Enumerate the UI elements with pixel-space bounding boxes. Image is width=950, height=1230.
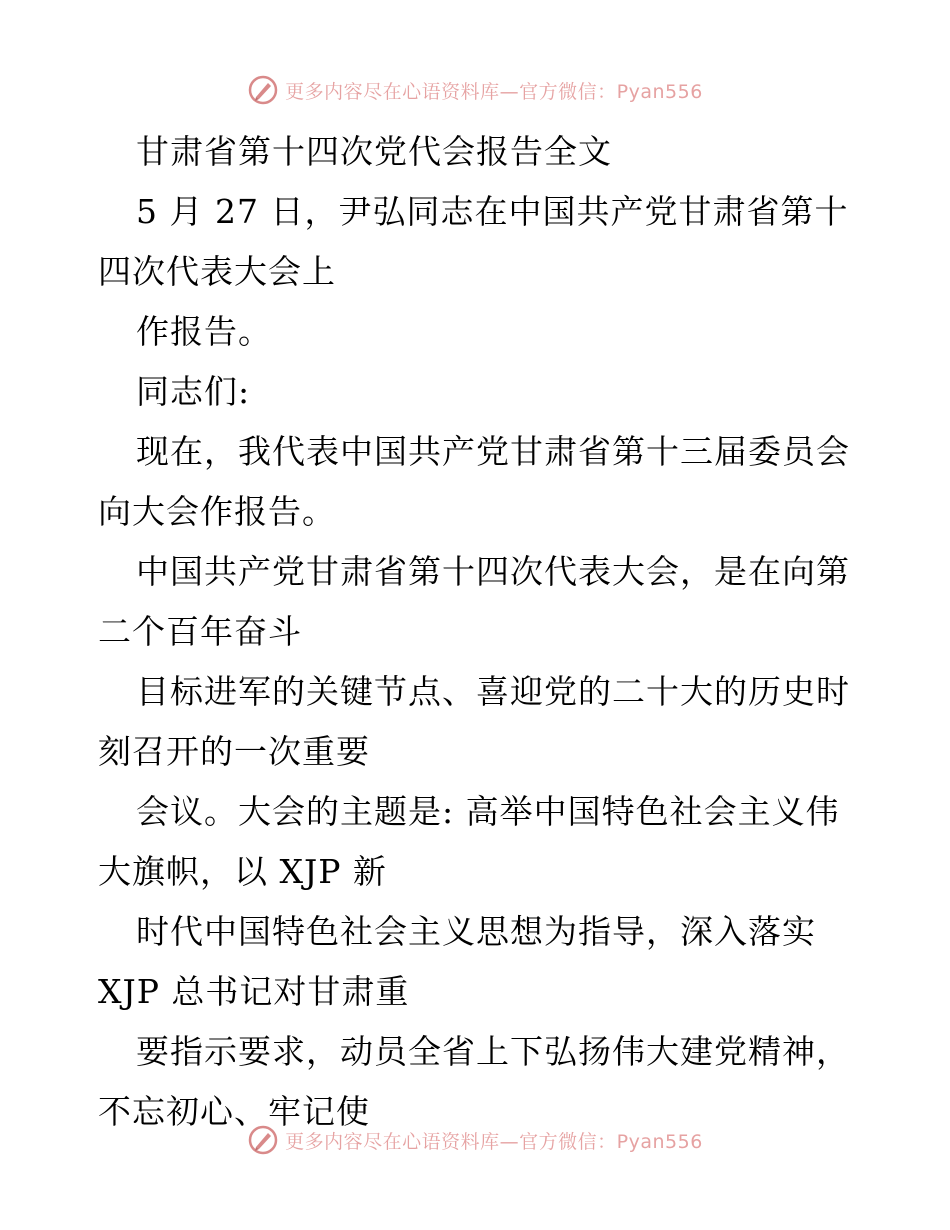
paragraph-line: 不忘初心、牢记使	[98, 1092, 370, 1131]
document-body	[98, 122, 858, 1142]
paragraph-line: 作报告。	[136, 312, 272, 351]
footer-watermark-text: 更多内容尽在心语资料库—官方微信：Pyan556	[285, 1130, 703, 1153]
paragraph-line: 二个百年奋斗	[98, 612, 302, 651]
paragraph-line: 现在，我代表中国共产党甘肃省第十三届委员会	[136, 432, 850, 471]
paragraph-line: 要指示要求，动员全省上下弘扬伟大建党精神，	[136, 1032, 850, 1071]
paragraph-line: 甘肃省第十四次党代会报告全文	[136, 132, 612, 171]
paragraph-line: 大旗帜，以 XJP 新	[98, 852, 387, 891]
paragraph-line: 向大会作报告。	[98, 492, 336, 531]
header-watermark	[0, 70, 950, 110]
footer-watermark	[0, 1120, 950, 1160]
paragraph-line: 会议。大会的主题是: 高举中国特色社会主义伟	[136, 792, 840, 831]
paragraph-line: XJP 总书记对甘肃重	[98, 972, 410, 1011]
header-watermark-text: 更多内容尽在心语资料库—官方微信：Pyan556	[285, 80, 703, 103]
paragraph-line: 目标进军的关键节点、喜迎党的二十大的历史时	[136, 672, 850, 711]
paragraph-line: 时代中国特色社会主义思想为指导，深入落实	[136, 912, 816, 951]
pen-circle-logo-icon	[247, 74, 279, 106]
paragraph-line: 同志们:	[136, 372, 251, 411]
paragraph-line: 5 月 27 日，尹弘同志在中国共产党甘肃省第十	[136, 192, 849, 231]
paragraph-line: 刻召开的一次重要	[98, 732, 370, 771]
pen-circle-logo-icon	[247, 1124, 279, 1156]
paragraph-line: 四次代表大会上	[98, 252, 336, 291]
paragraph-line: 中国共产党甘肃省第十四次代表大会，是在向第	[136, 552, 850, 591]
